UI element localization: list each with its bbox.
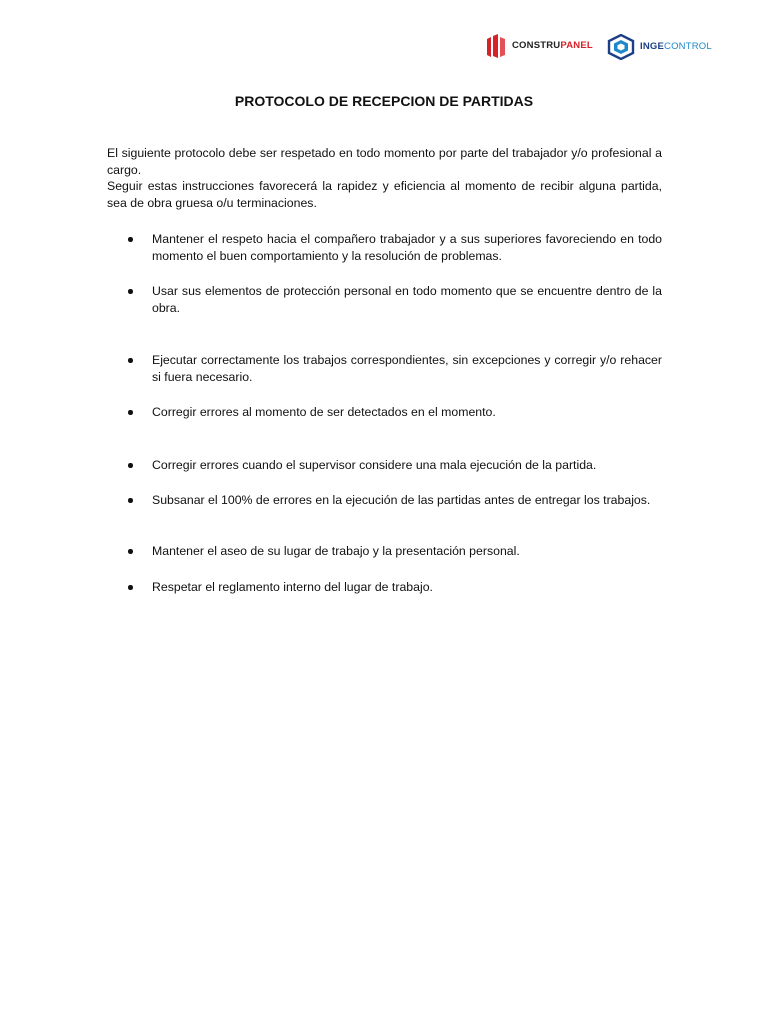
bullet-icon — [128, 410, 133, 415]
intro-paragraph — [107, 145, 662, 211]
construpanel-logo — [486, 34, 593, 58]
ingecontrol-logo-icon — [607, 34, 635, 60]
bullet-icon — [128, 463, 133, 468]
list-item-text: Subsanar el 100% de errores en la ejecución de las partidas antes de entregar los trabajos. — [152, 493, 651, 507]
document-title: PROTOCOLO DE RECEPCION DE PARTIDAS — [234, 93, 534, 109]
list-item-text: Respetar el reglamento interno del lugar de trabajo. — [152, 580, 433, 594]
logo-text-control: CONTROL — [664, 41, 712, 52]
list-item-text: Mantener el aseo de su lugar de trabajo y la presentación personal. — [152, 544, 520, 558]
ingecontrol-logo-text — [640, 34, 712, 60]
list-item-text: Corregir errores al momento de ser detectados en el momento. — [152, 405, 496, 419]
bullet-icon — [128, 289, 133, 294]
construpanel-logo-text — [512, 34, 593, 58]
intro-line-2: Seguir estas instrucciones favorecerá la rapidez y eficiencia al momento de recibir alguna partida, sea de obra gruesa o/u terminaciones. — [107, 179, 662, 210]
intro-line-1: El siguiente protocolo debe ser respetado en todo momento por parte del trabajador y/o profesional a cargo. — [107, 146, 662, 177]
bullet-icon — [128, 549, 133, 554]
list-item-text: Corregir errores cuando el supervisor considere una mala ejecución de la partida. — [152, 458, 597, 472]
bullet-icon — [128, 585, 133, 590]
list-item-text: Ejecutar correctamente los trabajos correspondientes, sin excepciones y corregir y/o rehacer si fuera necesario. — [152, 353, 662, 384]
ingecontrol-logo — [607, 34, 712, 60]
logo-text-construct: CONSTRU — [512, 40, 561, 51]
bullet-icon — [128, 498, 133, 503]
logo-text-inge: INGE — [640, 41, 665, 52]
bullet-icon — [128, 358, 133, 363]
list-item-text: Mantener el respeto hacia el compañero trabajador y a sus superiores favoreciendo en todo momento el buen comportamiento y la resolución de problemas. — [152, 232, 662, 263]
logo-text-panel: PANEL — [560, 40, 593, 51]
bullet-icon — [128, 237, 133, 242]
list-item-text: Usar sus elementos de protección personal en todo momento que se encuentre dentro de la obra. — [152, 284, 662, 315]
construpanel-logo-icon — [486, 34, 506, 58]
